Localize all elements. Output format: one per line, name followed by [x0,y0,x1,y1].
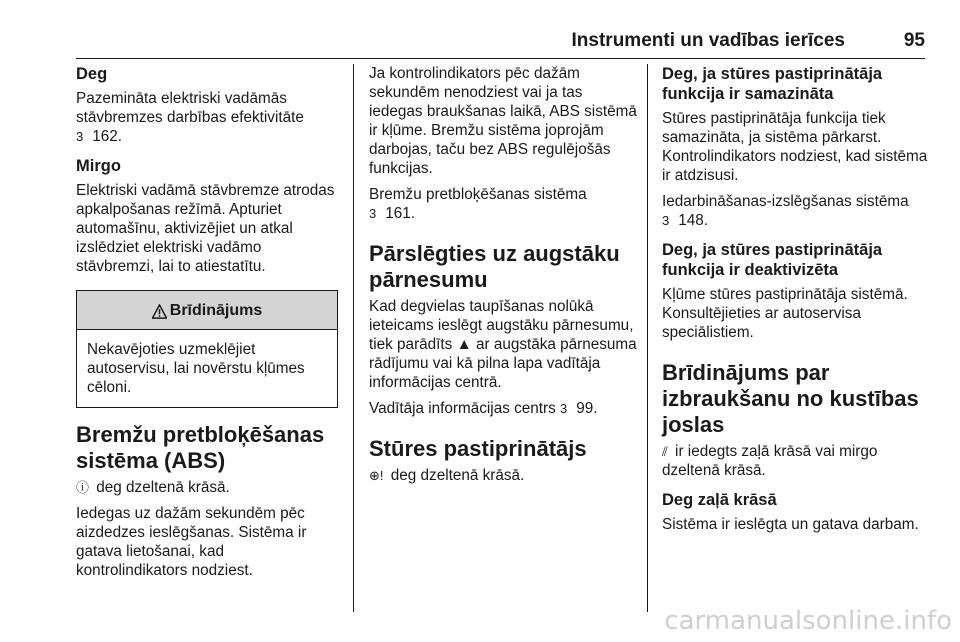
paragraph: Pazemināta elektriski vadāmās stāvbremzes darbības efektivitāte 3 162. [76,90,304,145]
paragraph: Elektriski vadāmā stāvbremze atrodas apkalpošanas režīmā. Apturiet automašīnu, aktivizējiet un atkal izslēdziet elektriski vadāmo stāvbremzi, lai to atiestatītu. [76,182,335,275]
heading-mirgo: Mirgo [76,157,121,175]
xref-icon: 3 [662,213,670,228]
paragraph: ⓘ deg dzeltenā krāsā. [76,479,230,496]
paragraph: Bremžu pretbloķēšanas sistēma 3 161. [369,186,587,222]
xref-page[interactable]: 99. [576,400,598,417]
watermark: carmanualsonline.info [664,606,952,636]
column-divider [647,64,648,612]
warning-triangle-icon [152,304,167,319]
heading-reduced: Deg, ja stūres pastiprinātāja funkcija ir samazināta [662,65,883,103]
heading-steering: Stūres pastiprinātājs [369,436,587,461]
paragraph: Sistēma ir ieslēgta un gatava darbam. [662,516,919,533]
paragraph: ⫽ ir iedegts zaļā krāsā vai mirgo dzeltenā krāsā. [662,443,878,479]
steering-warning-icon: ⊕! [369,468,384,483]
heading-lane-departure: Brīdinājums par izbraukšanu no kustības joslas [662,360,919,437]
page-header [76,28,925,59]
xref-icon: 3 [560,401,568,416]
paragraph: Kļūme stūres pastiprinātāja sistēmā. Konsultējieties ar autoservisa speciālistiem. [662,286,908,341]
paragraph: Kad degvielas taupīšanas nolūkā ieteicams ieslēgt augstāku pārnesumu, tiek parādīts ▲ ar augstāka pārnesuma rādījumu vai kā pilna lapa vadītāja informācijas centrā. [369,298,637,391]
page-title: Instrumenti un vadības ierīces [571,30,845,51]
column-divider [353,64,354,612]
xref-page[interactable]: 161. [385,205,416,222]
paragraph: Iedegas uz dažām sekundēm pēc aizdedzes ieslēgšanas. Sistēma ir gatava lietošanai, kad kontrolindikators nodziest. [76,505,307,579]
column-1 [76,64,338,587]
heading-gear: Pārslēgties uz augstāku pārnesumu [369,241,620,292]
paragraph: Iedarbināšanas-izslēgšanas sistēma 3 148. [662,193,909,229]
xref-icon: 3 [76,129,84,144]
column-3 [662,64,930,541]
heading-green: Deg zaļā krāsā [662,491,777,509]
heading-deactivated: Deg, ja stūres pastiprinātāja funkcija ir deaktivizēta [662,241,883,279]
paragraph: Stūres pastiprinātāja funkcija tiek samazināta, ja sistēma pārkarst. Kontrolindikators nodziest, kad sistēma ir atdzisusi. [662,110,928,184]
paragraph: Vadītāja informācijas centrs 3 99. [369,400,598,417]
abs-icon: ⓘ [76,480,90,495]
column-2 [369,64,637,492]
xref-page[interactable]: 162. [92,128,123,145]
warning-text: Nekavējoties uzmeklējiet autoservisu, lai novērstu kļūmes cēloni. [87,341,305,396]
heading-deg: Deg [76,65,108,83]
warning-title: Brīdinājums [169,301,263,319]
paragraph: Ja kontrolindikators pēc dažām sekundēm nenodziest vai ja tas iedegas braukšanas laikā, ABS sistēmā ir kļūme. Bremžu sistēma joprojām darbojas, taču bez ABS regulējošās funkcijas. [369,65,637,177]
warning-box [76,290,338,408]
heading-abs: Bremžu pretbloķēšanas sistēma (ABS) [76,422,325,473]
xref-page[interactable]: 148. [678,212,709,229]
xref-icon: 3 [369,206,377,221]
page-number: 95 [903,30,925,51]
warning-header [77,291,337,330]
paragraph: ⊕! deg dzeltenā krāsā. [369,467,525,484]
lane-departure-icon: ⫽ [662,444,668,459]
